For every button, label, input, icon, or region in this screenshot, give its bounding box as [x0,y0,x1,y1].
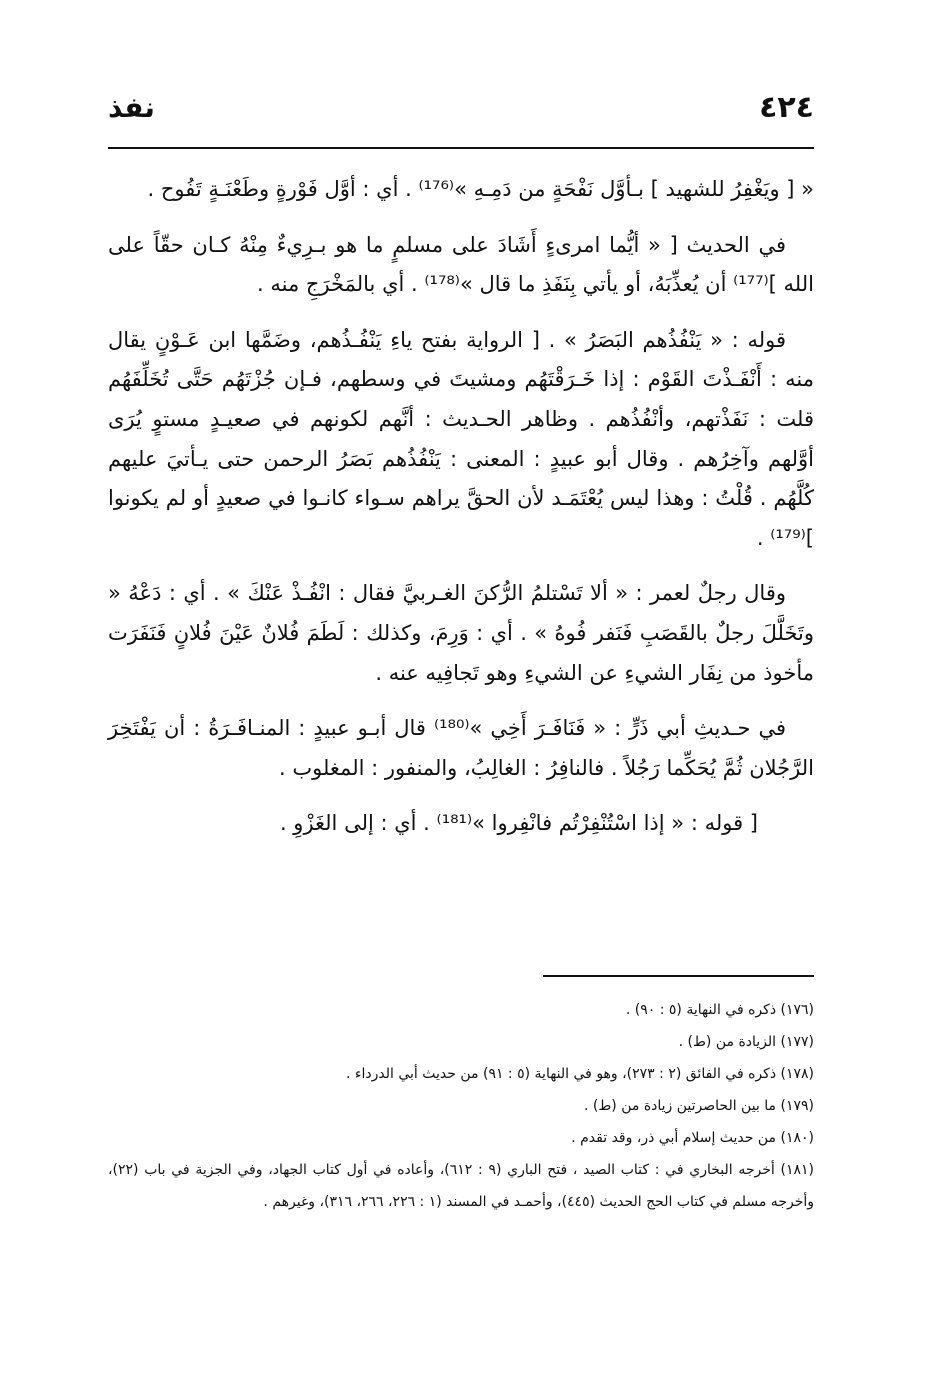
paragraph-2: في الحديث [ « أيُّما امرىءٍ أَشَادَ على مسلمٍ ما هو بـرِيءٌ مِنْهُ كـان حقّاً على الله ]⁽¹⁷⁷⁾ أن يُعذِّبَهُ، أو يأتي بِنَفَذِ ما قال »⁽¹⁷⁸⁾ . أي بالمَخْرَجِ منه . [108,232,814,297]
footnote-rule [543,975,814,977]
footnote-178: (١٧٨) ذكره في الفائق (٢ : ٢٧٣)، وهو في النهاية (٥ : ٩١) من حديث أبي الدرداء . [346,1066,814,1082]
paragraph-1: « [ ويَغْفِرُ للشهيد ] بـأوَّل نَفْحَةٍ من دَمِـهِ »⁽¹⁷⁶⁾ . أي : أوَّل فَوْرةٍ وطَعْنَـةٍ تَفُوح . [147,177,814,201]
paragraph-5: في حـديثِ أبي ذَرٍّ : « فَنَافَـرَ أَخِي »⁽¹⁸⁰⁾ قال أبـو عبيدٍ : المنـافَـرَةُ : أن يَفْتَخِرَ الرَّجُلان ثُمَّ يُحَكِّما رَجُلاً . فالنافِرُ : الغالِبُ، والمنفور : المغلوب . [108,716,814,780]
footnote-176: (١٧٦) ذكره في النهاية (٥ : ٩٠) . [625,1002,814,1018]
footnotes [108,994,814,1218]
main-text [108,170,814,860]
paragraph-3: قوله : « يَنْفُذُهم البَصَرُ » . [ الرواية بفتح ياءِ يَنْفُـذُهم، وضَمَّها ابن عَـوْنٍ يقال منه : أَنْفَـذْتَ القَوْم : إذا خَـرَقْتَهُم ومشيتَ في وسطهم، فـإن جُزْتَهُم حَتَّى تُخَلِّفَهُم قلت : نَفَذْتهم، وأنْفُذُهم . وظاهر الحـديث : أنَّهم لكونهم في صعيـدٍ مستوٍ يُرَى أوَّلهم وآخِرُهم . وقال أبو عبيدٍ : المعنى : يَنْفُذُهم بَصَرُ الرحمن حتى يـأتيَ عليهم كُلَّهُم . قُلْتُ : وهذا ليس يُعْتَمَـد لأن الحقَّ يراهم سـواء كانـوا في صعيدٍ أو لم يكونوا ]⁽¹⁷⁹⁾ . [108,327,814,550]
page-header [108,88,814,138]
footnote-180: (١٨٠) من حديث إسلام أبي ذر، وقد تقدم . [571,1130,814,1146]
footnote-179: (١٧٩) ما بين الحاصرتين زيادة من (ط) . [583,1098,814,1114]
running-head: نفذ [108,91,155,124]
paragraph-4: وقال رجلٌ لعمر : « ألا تَسْتلمُ الرُّكنَ الغـربيَّ فقال : انْفُـذْ عَنْكَ » . أي : دَعْهُ « وتَخَلَّلَ رجلٌ بالقَصَبِ فَنَفر فُوهُ » . أي : وَرِمَ، وكذلك : لَطَمَ فُلانٌ عَيْنَ فُلانٍ فَنَفَرَت مأخوذ من نِفَار الشيءِ عن الشيءِ وهو تَجافِيه عنه . [108,581,814,685]
paragraph-6: [ قوله : « إذا اسْتُنْفِرْتُم فانْفِروا »⁽¹⁸¹⁾ . أي : إلى الغَزْوِ . [279,811,758,836]
footnote-177: (١٧٧) الزيادة من (ط) . [678,1034,814,1050]
header-rule [108,147,814,149]
footnote-181: (١٨١) أخرجه البخاري في : كتاب الصيد ، فتح الباري (٩ : ٦١٢)، وأعاده في أول كتاب الجهاد، وفي الجزية في باب (٢٢)، وأخرجه مسلم في كتاب الحج الحديث (٤٤٥)، وأحمـد في المسند (١ : ٢٢٦، ٢٦٦، ٣١٦)، وغيرهم . [108,1162,814,1210]
page-number: ٤٢٤ [759,90,814,125]
